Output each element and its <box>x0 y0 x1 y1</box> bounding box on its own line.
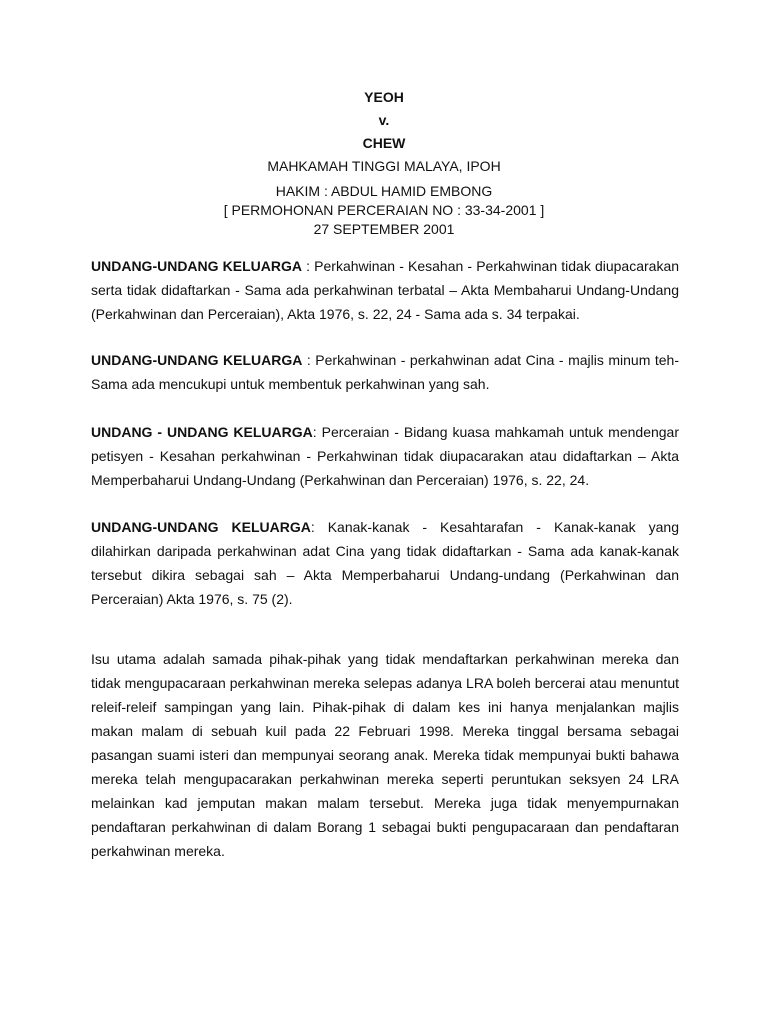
headnote-1 <box>91 254 679 326</box>
headnote-heading: UNDANG-UNDANG KELUARGA <box>91 258 303 274</box>
headnote-2 <box>91 348 679 396</box>
body-text <box>91 647 679 863</box>
headnote-heading: UNDANG-UNDANG KELUARGA <box>91 352 303 368</box>
court-name: MAHKAMAH TINGGI MALAYA, IPOH <box>267 158 501 174</box>
judgment-date: 27 SEPTEMBER 2001 <box>313 221 455 237</box>
headnote-heading: UNDANG-UNDANG KELUARGA <box>91 519 311 535</box>
headnote-text: : Perceraian - Bidang kuasa mahkamah untuk mendengar petisyen - Kesahan perkahwinan - Perkahwinan tidak diupacarakan atau didaftarkan – Akta Memperbaharui Undang-Undang (Perkahwinan dan Perceraian) 1976, s. 22, 24. <box>91 424 680 488</box>
headnote-heading: UNDANG - UNDANG KELUARGA <box>91 424 313 440</box>
headnote-4 <box>91 515 679 611</box>
party-defendant: CHEW <box>362 135 406 151</box>
case-number: [ PERMOHONAN PERCERAIAN NO : 33-34-2001 ] <box>223 202 545 218</box>
headnote-text: : Perkahwinan - perkahwinan adat Cina - majlis minum teh- Sama ada mencukupi untuk membentuk perkahwinan yang sah. <box>91 352 679 392</box>
headnote-text: : Perkahwinan - Kesahan - Perkahwinan tidak diupacarakan serta tidak didaftarkan - Sama ada perkahwinan terbatal – Akta Membaharui Undang-Undang (Perkahwinan dan Perceraian), Akta 1976, s. 22, 24 - Sama ada s. 34 terpakai. <box>91 258 680 322</box>
party-plaintiff: YEOH <box>364 89 404 105</box>
case-header <box>0 86 768 239</box>
versus-label: v. <box>378 112 390 128</box>
judge-name: HAKIM : ABDUL HAMID EMBONG <box>275 183 493 199</box>
headnote-text: : Kanak-kanak - Kesahtarafan - Kanak-kanak yang dilahirkan daripada perkahwinan adat Cina yang tidak didaftarkan - Sama ada kanak-kanak tersebut dikira sebagai sah – Akta Memperbaharui Undang-undang (Perkahwinan dan Perceraian) Akta 1976, s. 75 (2). <box>91 519 679 607</box>
headnote-3 <box>91 420 679 492</box>
body-paragraph: Isu utama adalah samada pihak-pihak yang tidak mendaftarkan perkahwinan mereka dan tidak mengupacaraan perkahwinan mereka selepas adanya LRA boleh bercerai atau menuntut releif-releif sampingan yang lain. Pihak-pihak di dalam kes ini hanya menjalankan majlis makan malam di sebuah kuil pada 22 Februari 1998. Mereka tinggal bersama sebagai pasangan suami isteri dan mempunyai seorang anak. Mereka tidak mempunyai bukti bahawa mereka telah mengupacarakan perkahwinan mereka seperti peruntukan seksyen 24 LRA melainkan kad jemputan makan malam tersebut. Mereka juga tidak menyempurnakan pendaftaran perkahwinan di dalam Borang 1 sebagai bukti pengupacaraan dan pendaftaran perkahwinan mereka. <box>91 651 679 859</box>
